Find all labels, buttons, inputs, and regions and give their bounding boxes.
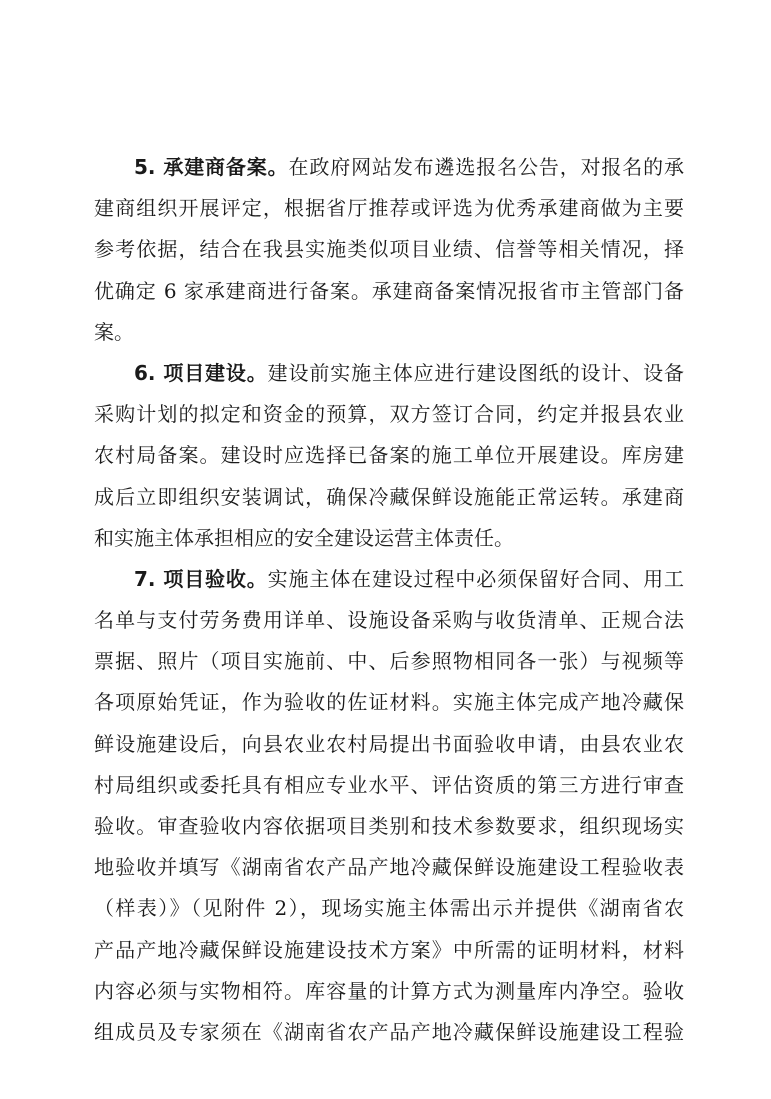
section-7-heading: 7. 项目验收。 <box>134 566 268 591</box>
paragraph-line: 5. 承建商备案。在政府网站发布遴选报名公告，对报名的承 <box>134 155 685 179</box>
paragraph-line: 建商组织开展评定，根据省厅推荐或评选为优秀承建商做为主要 <box>94 196 684 221</box>
paragraph-line: 农村局备案。建设时应选择已备案的施工单位开展建设。库房建 <box>94 443 684 468</box>
paragraph-line: 组成员及专家须在《湖南省农产品产地冷藏保鲜设施建设工程验 <box>94 1019 684 1044</box>
paragraph-line: 验收。审查验收内容依据项目类别和技术参数要求，组织现场实 <box>94 814 684 838</box>
paragraph-line: 名单与支付劳务费用详单、设施设备采购与收货清单、正规合法 <box>94 608 684 633</box>
section-7-paragraph <box>94 559 684 1053</box>
paragraph-line: 采购计划的拟定和资金的预算，双方签订合同，约定并报县农业 <box>94 402 684 427</box>
paragraph-line: 6. 项目建设。建设前实施主体应进行建设图纸的设计、设备 <box>134 360 684 385</box>
paragraph-line: 和实施主体承担相应的安全建设运营主体责任。 <box>94 525 514 550</box>
paragraph-line: 各项原始凭证，作为验收的佐证材料。实施主体完成产地冷藏保 <box>94 690 684 715</box>
section-6-heading: 6. 项目建设。 <box>134 360 268 385</box>
paragraph-line: 参考依据，结合在我县实施类似项目业绩、信誉等相关情况，择 <box>94 237 684 262</box>
paragraph-line: 票据、照片（项目实施前、中、后参照物相同各一张）与视频等 <box>94 649 684 674</box>
document-body <box>94 147 684 1053</box>
section-5-heading: 5. 承建商备案。 <box>134 155 289 179</box>
section-5-paragraph <box>94 147 684 353</box>
paragraph-line: 案。 <box>94 319 134 344</box>
section-6-paragraph <box>94 353 684 559</box>
paragraph-line: 成后立即组织安装调试，确保冷藏保鲜设施能正常运转。承建商 <box>94 484 684 509</box>
paragraph-line: 村局组织或委托具有相应专业水平、评估资质的第三方进行审查 <box>94 772 684 797</box>
paragraph-line: 产品产地冷藏保鲜设施建设技术方案》中所需的证明材料，材料 <box>94 937 684 962</box>
paragraph-line: （样表）》（见附件 2），现场实施主体需出示并提供《湖南省农 <box>94 896 684 921</box>
paragraph-line: 鲜设施建设后，向县农业农村局提出书面验收申请，由县农业农 <box>94 731 684 756</box>
paragraph-line: 内容必须与实物相符。库容量的计算方式为测量库内净空。验收 <box>94 978 684 1003</box>
paragraph-line: 优确定 6 家承建商进行备案。承建商备案情况报省市主管部门备 <box>94 278 684 303</box>
paragraph-line: 7. 项目验收。实施主体在建设过程中必须保留好合同、用工 <box>134 566 684 591</box>
paragraph-line: 地验收并填写《湖南省农产品产地冷藏保鲜设施建设工程验收表 <box>94 855 684 880</box>
